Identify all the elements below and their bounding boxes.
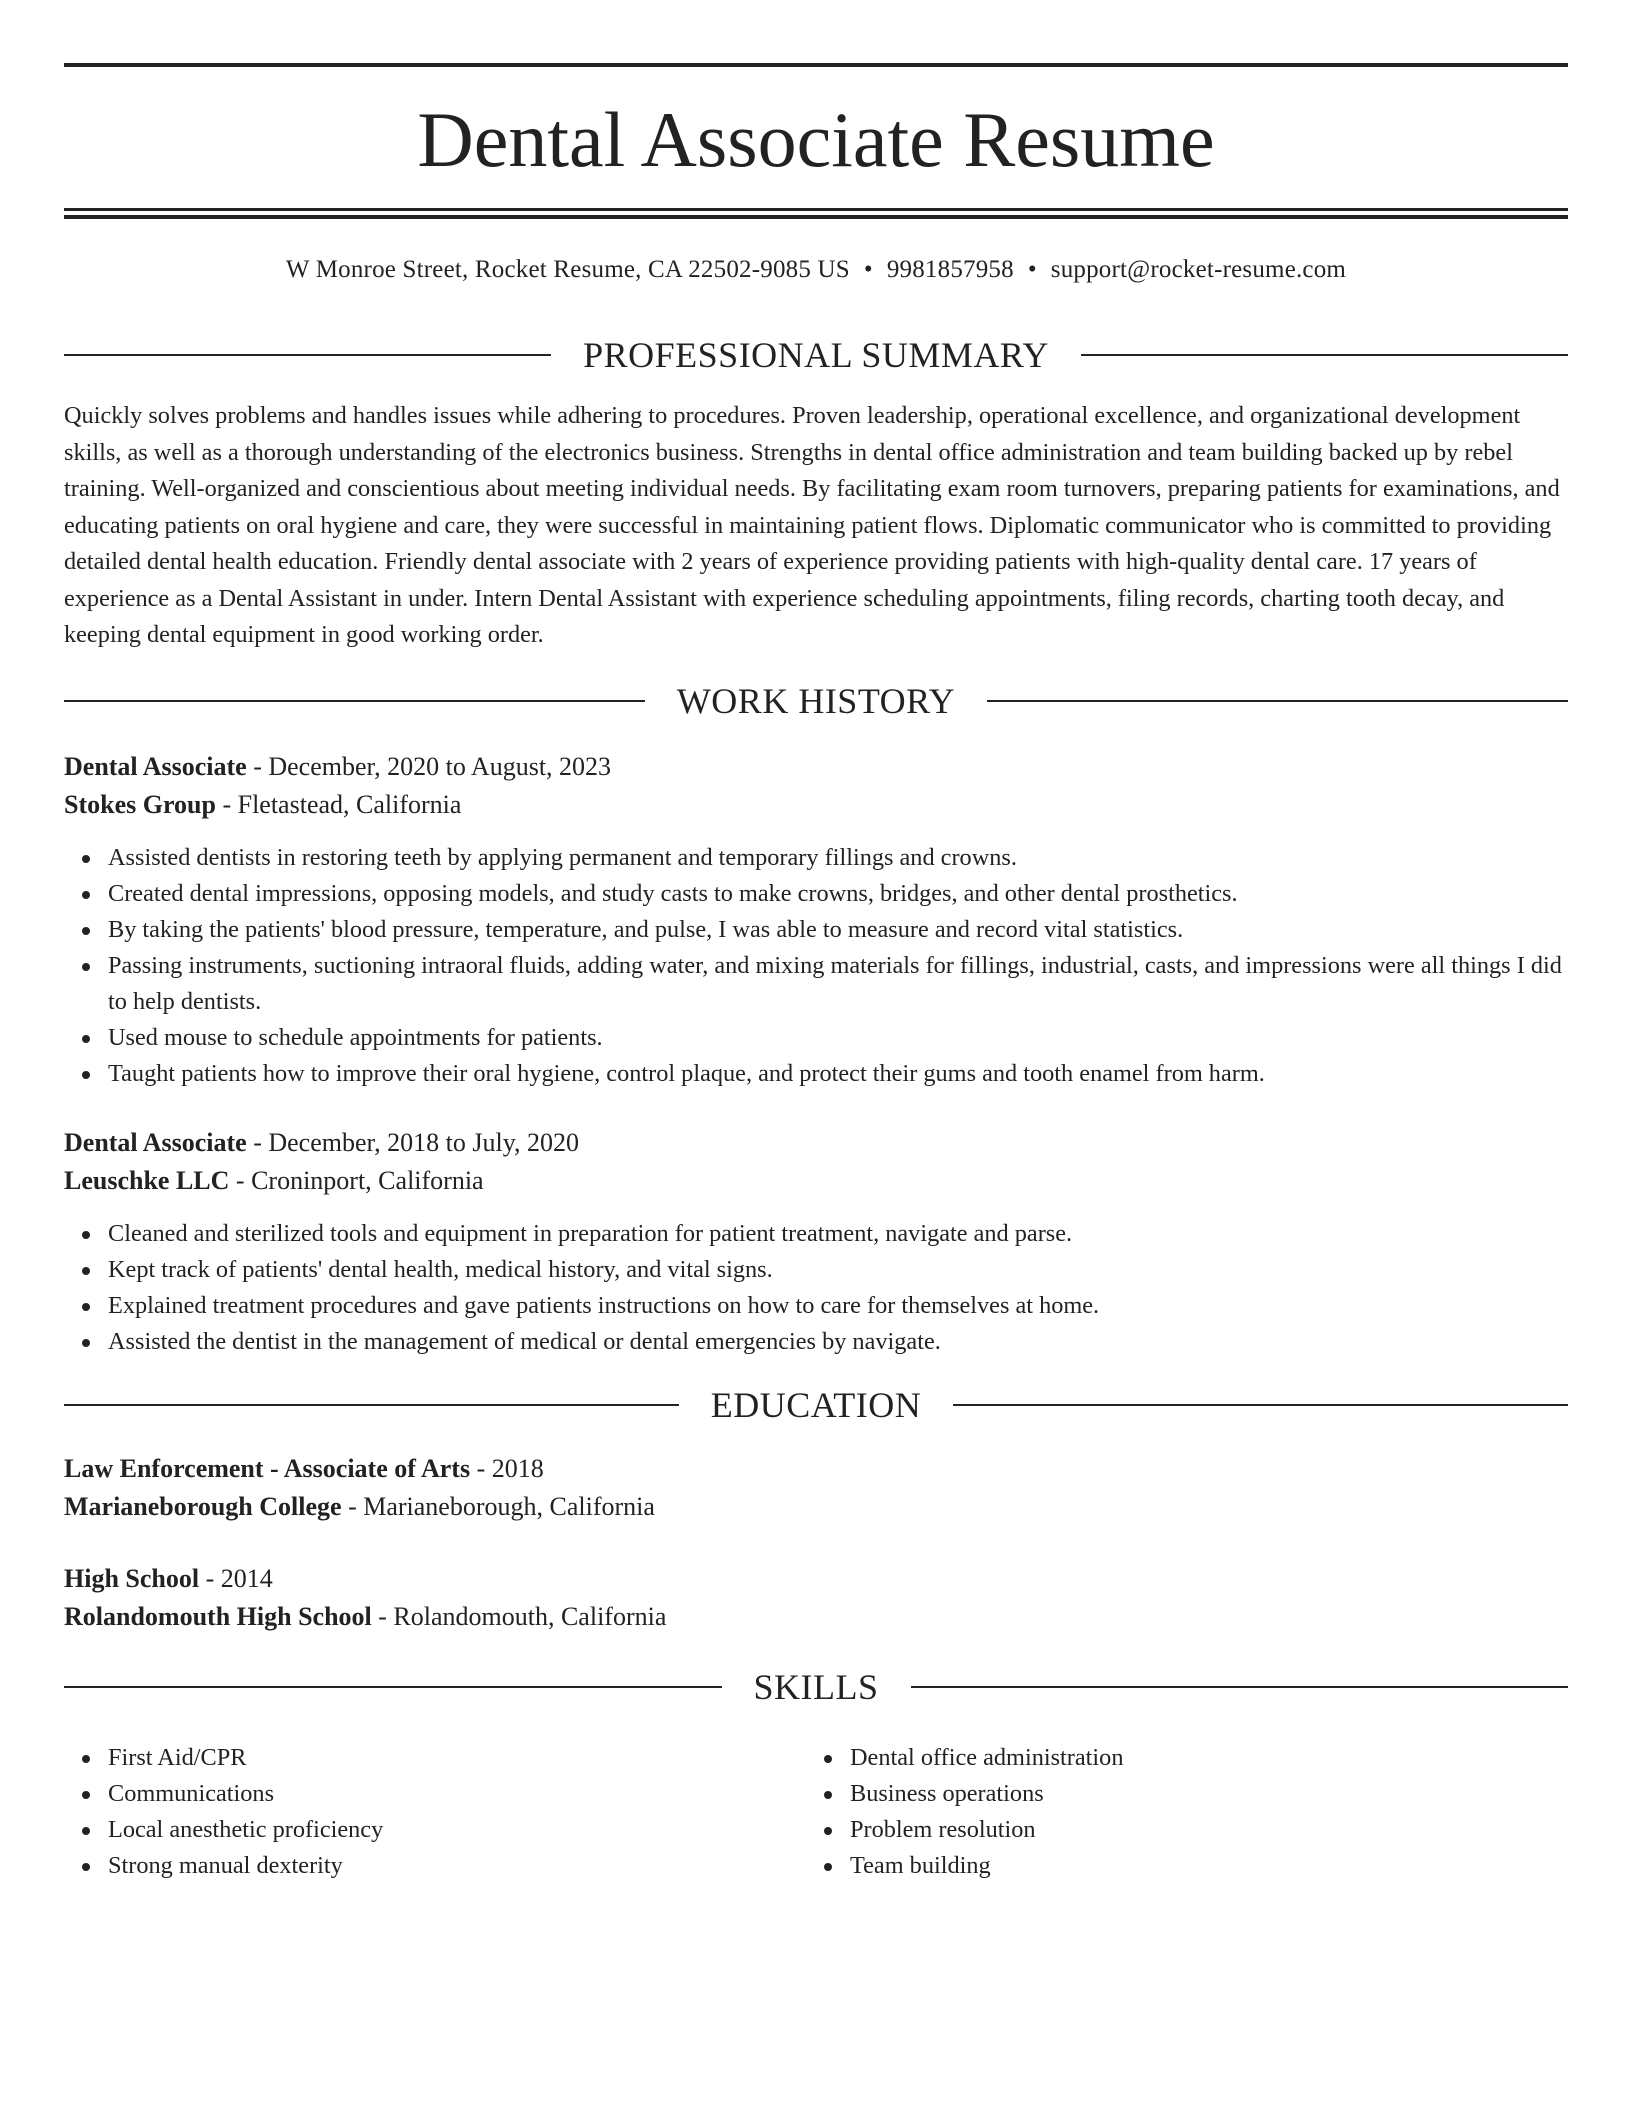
job-location: - Fletastead, California: [215, 790, 462, 819]
title-rule-upper: [64, 208, 1568, 211]
job-bullet: By taking the patients' blood pressure, temperature, and pulse, I was able to measure and record vital statistics.: [64, 912, 1568, 948]
education-school: Marianeborough College: [64, 1492, 342, 1521]
job-dates: - December, 2020 to August, 2023: [246, 752, 612, 781]
job-bullet: Created dental impressions, opposing models, and study casts to make crowns, bridges, and other dental prosthetics.: [64, 876, 1568, 912]
contact-line: [64, 253, 1568, 287]
heading-rule: [911, 1686, 1569, 1688]
job-dates: - December, 2018 to July, 2020: [246, 1128, 580, 1157]
skills-columns: [64, 1740, 1568, 1884]
skills-list-right: [806, 1740, 1548, 1884]
job-bullet: Passing instruments, suctioning intraoral fluids, adding water, and mixing materials for fillings, industrial, casts, and impressions were all things I did to help dentists.: [64, 948, 1568, 1020]
heading-rule: [64, 1686, 722, 1688]
skills-list-left: [64, 1740, 806, 1884]
heading-rule: [1081, 354, 1568, 356]
job-title-line: [64, 748, 1568, 786]
heading-rule: [64, 354, 551, 356]
contact-phone: 9981857958: [886, 256, 1014, 283]
job-bullet: Assisted dentists in restoring teeth by applying permanent and temporary fillings and crowns.: [64, 840, 1568, 876]
skills-heading: [64, 1665, 1568, 1709]
skill-item: Dental office administration: [806, 1740, 1548, 1776]
education-heading: [64, 1383, 1568, 1427]
contact-separator: •: [1027, 256, 1037, 283]
education-entry: [64, 1450, 1568, 1526]
page-title: Dental Associate Resume: [417, 96, 1215, 183]
education-degree-line: [64, 1450, 1568, 1488]
skill-item: Business operations: [806, 1776, 1548, 1812]
education-degree-line: [64, 1560, 1568, 1598]
education-year: - 2014: [199, 1564, 273, 1593]
education-school: Rolandomouth High School: [64, 1602, 372, 1631]
contact-separator: •: [863, 256, 873, 283]
job-bullet-list: [64, 840, 1568, 1092]
education-degree: Law Enforcement - Associate of Arts: [64, 1454, 471, 1483]
title-rule-lower: [64, 215, 1568, 219]
job-title: Dental Associate: [64, 1128, 247, 1157]
skill-item: Communications: [64, 1776, 806, 1812]
job-title-line: [64, 1124, 1568, 1162]
job-company-line: [64, 1162, 1568, 1200]
education-year: - 2018: [470, 1454, 544, 1483]
job-bullet: Assisted the dentist in the management of medical or dental emergencies by navigate.: [64, 1324, 1568, 1360]
job-bullet: Taught patients how to improve their oral hygiene, control plaque, and protect their gums and tooth enamel from harm.: [64, 1056, 1568, 1092]
education-entry: [64, 1560, 1568, 1636]
summary-heading-label: PROFESSIONAL SUMMARY: [583, 335, 1049, 375]
heading-rule: [64, 1404, 679, 1406]
job-bullet: Used mouse to schedule appointments for patients.: [64, 1020, 1568, 1056]
education-location: - Rolandomouth, California: [371, 1602, 667, 1631]
skill-item: Problem resolution: [806, 1812, 1548, 1848]
skill-item: Local anesthetic proficiency: [64, 1812, 806, 1848]
job-entry: [64, 748, 1568, 1092]
job-company-line: [64, 786, 1568, 824]
heading-rule: [987, 700, 1568, 702]
job-title: Dental Associate: [64, 752, 247, 781]
skills-heading-label: SKILLS: [753, 1667, 879, 1707]
contact-email: support@rocket-resume.com: [1050, 256, 1347, 283]
job-bullet: Explained treatment procedures and gave patients instructions on how to care for themselves at home.: [64, 1288, 1568, 1324]
skill-item: Strong manual dexterity: [64, 1848, 806, 1884]
job-company: Leuschke LLC: [64, 1166, 230, 1195]
job-bullet: Kept track of patients' dental health, medical history, and vital signs.: [64, 1252, 1568, 1288]
education-degree: High School: [64, 1564, 200, 1593]
skill-item: First Aid/CPR: [64, 1740, 806, 1776]
heading-rule: [64, 700, 645, 702]
contact-address: W Monroe Street, Rocket Resume, CA 22502-9085 US: [285, 256, 850, 283]
work-history-heading: [64, 679, 1568, 723]
skill-item: Team building: [806, 1848, 1548, 1884]
education-location: - Marianeborough, California: [341, 1492, 655, 1521]
summary-heading: [64, 333, 1568, 377]
summary-text: Quickly solves problems and handles issues while adhering to procedures. Proven leadership, operational excellence, and organizational development skills, as well as a thorough understanding of the electronics business. Strengths in dental office administration and team building backed up by rebel training. Well-organized and conscientious about meeting individual needs. By facilitating exam room turnovers, preparing patients for examinations, and educating patients on oral hygiene and care, they were successful in maintaining patient flows. Diplomatic communicator who is committed to providing detailed dental health education. Friendly dental associate with 2 years of experience providing patients with high-quality dental care. 17 years of experience as a Dental Assistant in under. Intern Dental Assistant with experience scheduling appointments, filing records, charting tooth decay, and keeping dental equipment in good working order.: [64, 402, 1560, 648]
heading-rule: [953, 1404, 1568, 1406]
job-entry: [64, 1124, 1568, 1360]
education-school-line: [64, 1598, 1568, 1636]
top-rule: [64, 63, 1568, 67]
job-bullet: Cleaned and sterilized tools and equipment in preparation for patient treatment, navigate and parse.: [64, 1216, 1568, 1252]
job-location: - Croninport, California: [229, 1166, 484, 1195]
education-heading-label: EDUCATION: [710, 1385, 922, 1425]
job-bullet-list: [64, 1216, 1568, 1360]
education-school-line: [64, 1488, 1568, 1526]
job-company: Stokes Group: [64, 790, 216, 819]
work-history-heading-label: WORK HISTORY: [676, 681, 956, 721]
